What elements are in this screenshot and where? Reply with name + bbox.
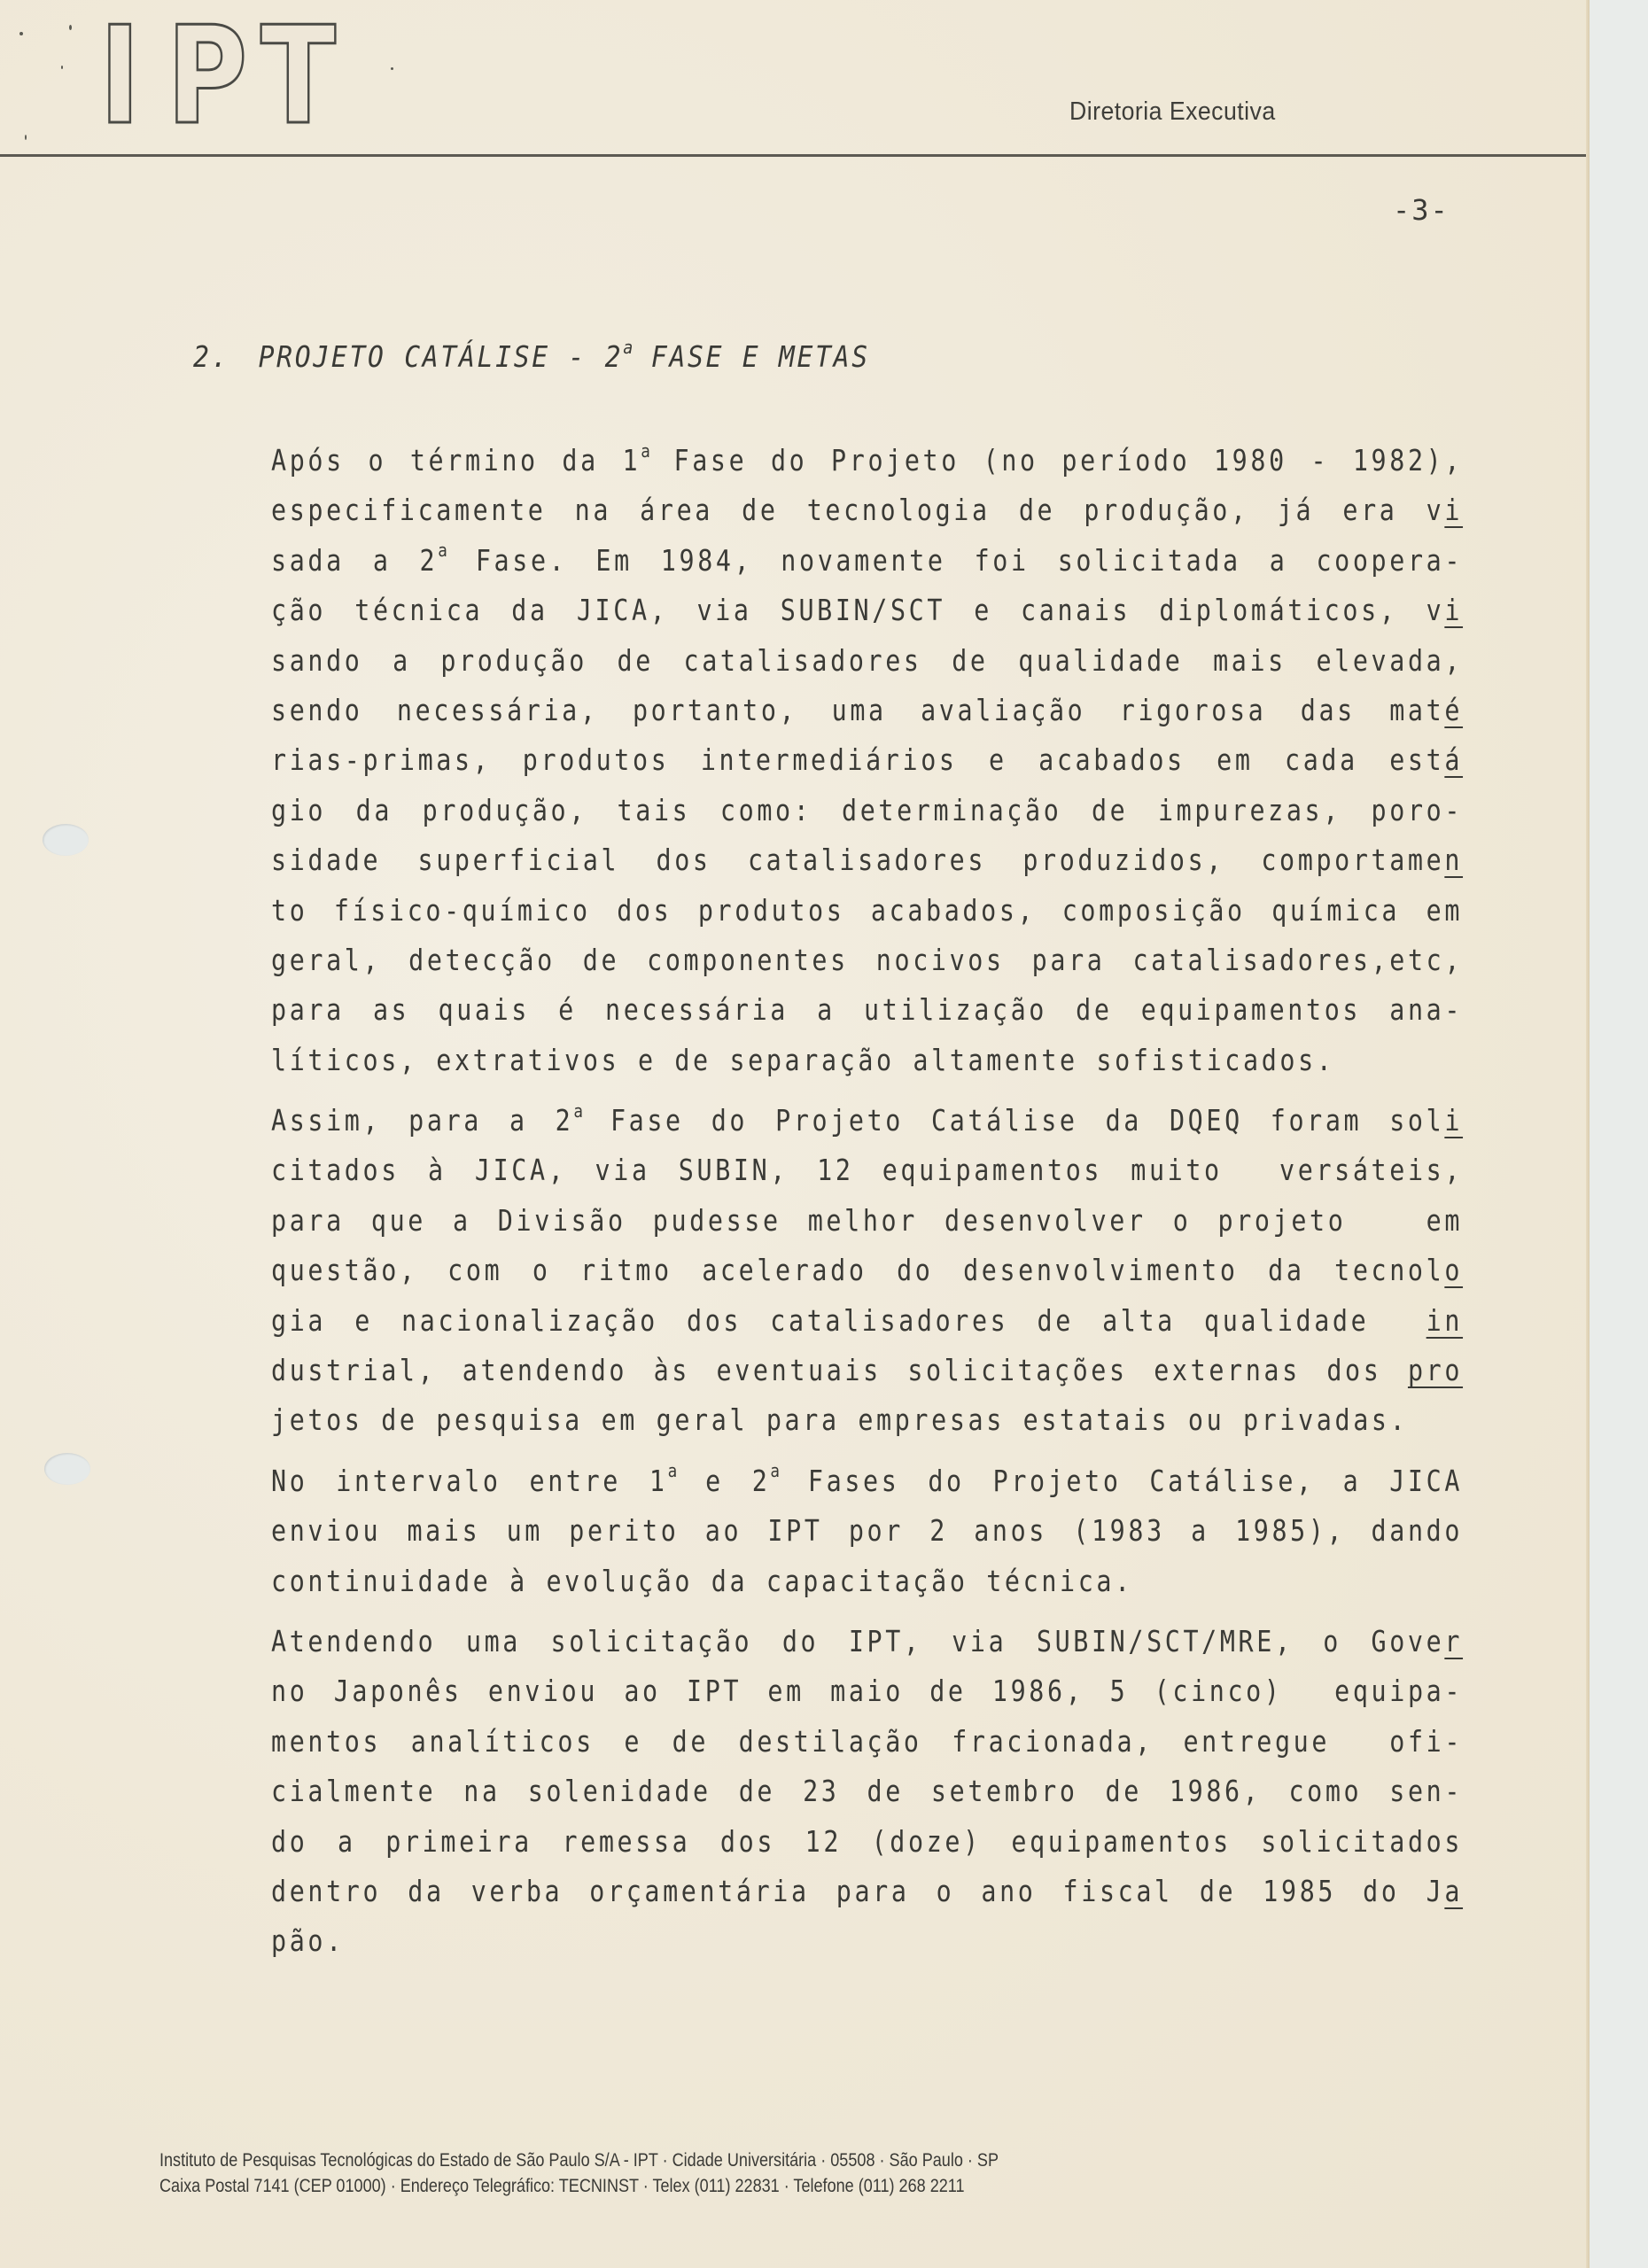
text-run: gia e nacionalização dos catalisadores de alta qualidade [271,1302,1426,1338]
logo-letter: P [167,0,248,154]
text-run: líticos, extrativos e de separação altamente sofisticados. [271,1042,1335,1077]
logo-letter: I [99,0,141,154]
text-run: Assim, para a 2 [271,1103,574,1138]
text-line [271,1506,1463,1556]
text-line [271,636,1463,686]
paper-speck [25,135,27,140]
hyphenation-syllable: pro [1407,1353,1464,1388]
footer-address-line: Instituto de Pesquisas Tecnológicas do Estado de São Paulo S/A - IPT · Cidade Universitária · 05508 · São Paulo · SP [159,2150,999,2171]
text-run: to físico-químico dos produtos acabados, composição química em [271,892,1464,928]
hyphenation-syllable: n [1444,843,1464,878]
hyphenation-syllable: in [1426,1302,1464,1338]
hyphenation-syllable: i [1444,593,1464,628]
text-run: citados à JICA, via SUBIN, 12 equipamentos muito versáteis, [271,1153,1464,1188]
ordinal-marker: a [641,439,650,462]
text-line [271,1916,1463,1966]
text-line [271,1767,1463,1816]
text-line [271,1666,1463,1716]
text-line [271,985,1463,1035]
text-line [271,1036,1463,1085]
hyphenation-syllable: a [1444,1873,1464,1908]
text-line [271,835,1463,885]
hyphenation-syllable: é [1444,692,1464,727]
text-run: Fase. Em 1984, novamente foi solicitada a coopera- [447,542,1464,578]
text-run: Fase do Projeto (no período 1980 - 1982), [649,443,1464,478]
text-line [271,1867,1463,1916]
text-run: jetos de pesquisa em geral para empresas estatais ou privadas. [271,1402,1409,1438]
text-line [271,886,1463,936]
hyphenation-syllable: r [1444,1623,1464,1658]
text-run: Fases do Projeto Catálise, a JICA [780,1463,1464,1498]
text-line [271,485,1463,535]
ordinal-marker: a [623,336,634,358]
text-run: pão. [271,1923,345,1959]
logo-letter: T [260,0,337,154]
hyphenation-syllable: á [1444,742,1464,778]
paragraph [271,1096,1463,1446]
text-run: mentos analíticos e de destilação fracionada, entregue ofi- [271,1723,1464,1759]
text-run: continuidade à evolução da capacitação técnica. [271,1563,1133,1598]
paragraph [271,1617,1463,1967]
text-run: sendo necessária, portanto, uma avaliação rigorosa das mat [271,692,1445,727]
paper-speck [19,32,23,35]
ordinal-marker: a [667,1460,678,1482]
header-divider [0,154,1589,157]
footer-contact-line: Caixa Postal 7141 (CEP 01000) · Endereço Telegráfico: TECNINST · Telex (011) 22831 · Telefone (011) 268 2211 [159,2176,965,2196]
text-line [271,1617,1463,1666]
text-run: geral, detecção de componentes nocivos para catalisadores,etc, [271,942,1464,977]
paragraph [271,1456,1463,1606]
text-run: ção técnica da JICA, via SUBIN/SCT e canais diplomáticos, v [271,593,1445,628]
paragraph [271,436,1463,1085]
text-run: e 2 [677,1463,771,1498]
text-line [271,1456,1463,1506]
text-run: cialmente na solenidade de 23 de setembro de 1986, como sen- [271,1774,1464,1809]
paper-speck [391,67,393,70]
text-line [271,1096,1463,1146]
text-line [271,936,1463,985]
section-number: 2. [193,339,230,374]
text-run: sada a 2 [271,542,439,578]
text-run: Fase do Projeto Catálise da DQEQ foram sol [582,1103,1445,1138]
page-number: -3- [1393,193,1450,227]
section-heading [193,336,870,374]
text-run: sidade superficial dos catalisadores produzidos, comportame [271,843,1445,878]
text-run: do a primeira remessa dos 12 (doze) equipamentos solicitados [271,1823,1464,1859]
text-line [271,1196,1463,1246]
text-line [271,1346,1463,1395]
text-line [271,1296,1463,1346]
text-line [271,1817,1463,1867]
text-line [271,586,1463,635]
text-run: Após o término da 1 [271,443,641,478]
text-run: para que a Divisão pudesse melhor desenvolver o projeto em [271,1202,1464,1238]
department-label: Diretoria Executiva [1069,97,1276,126]
text-line [271,1146,1463,1195]
text-line [271,786,1463,835]
text-run: sando a produção de catalisadores de qualidade mais elevada, [271,642,1464,678]
ipt-logo [99,0,349,154]
text-run: questão, com o ritmo acelerado do desenvolvimento da tecnol [271,1253,1445,1288]
text-line [271,1717,1463,1767]
text-run: no Japonês enviou ao IPT em maio de 1986, 5 (cinco) equipa- [271,1674,1464,1709]
text-run: dustrial, atendendo às eventuais solicitações externas dos [271,1353,1408,1388]
punch-hole-bottom [44,1453,90,1485]
hyphenation-syllable: i [1444,493,1464,528]
hyphenation-syllable: o [1444,1253,1464,1288]
text-run: gio da produção, tais como: determinação de impurezas, poro- [271,792,1464,827]
text-run: rias-primas, produtos intermediários e acabados em cada est [271,742,1445,778]
text-line [271,1246,1463,1295]
paper-edge [1586,0,1590,2268]
text-run: No intervalo entre 1 [271,1463,668,1498]
paper-speck [69,25,72,30]
body-text [271,436,1463,1977]
letterhead-footer [159,2148,999,2199]
hyphenation-syllable: i [1444,1103,1464,1138]
text-line [271,536,1463,586]
text-line [271,735,1463,785]
text-run: Atendendo uma solicitação do IPT, via SUBIN/SCT/MRE, o Gove [271,1623,1445,1658]
ordinal-marker: a [438,540,447,562]
paper-speck [61,66,63,69]
text-line [271,686,1463,735]
text-run: enviou mais um perito ao IPT por 2 anos (1983 a 1985), dando [271,1513,1464,1549]
text-run: dentro da verba orçamentária para o ano fiscal de 1985 do J [271,1873,1445,1908]
punch-hole-top [43,824,89,856]
text-run: especificamente na área de tecnologia de produção, já era v [271,493,1445,528]
ordinal-marker: a [770,1460,781,1482]
ordinal-marker: a [573,1099,583,1122]
text-line [271,1395,1463,1445]
text-line [271,1557,1463,1606]
section-title-text: PROJETO CATÁLISE - 2 [258,339,624,374]
section-title-text-end: FASE E METAS [650,339,870,374]
text-line [271,436,1463,485]
text-run: para as quais é necessária a utilização de equipamentos ana- [271,992,1464,1028]
